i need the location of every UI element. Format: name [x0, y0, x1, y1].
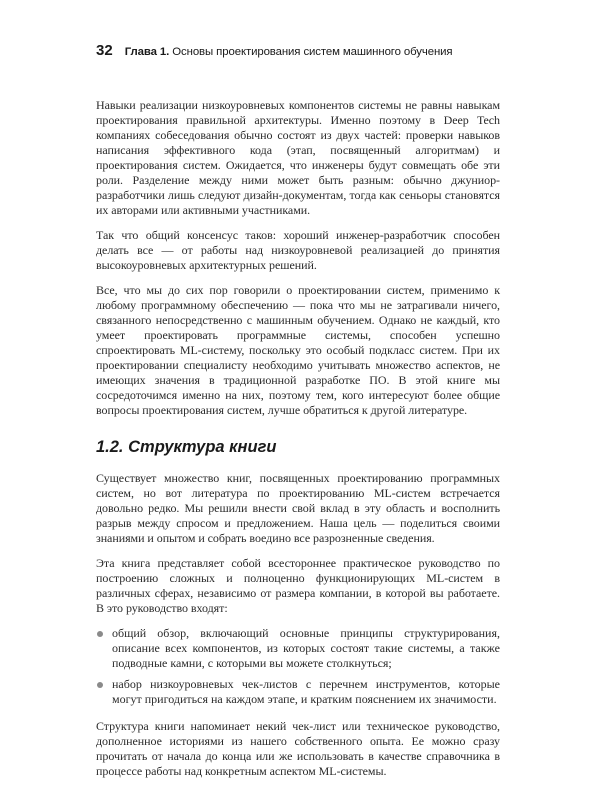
chapter-name: Основы проектирования систем машинного обучения: [172, 46, 453, 58]
bullet-dot-icon: [97, 682, 103, 688]
section-heading: 1.2. Структура книги: [96, 438, 277, 456]
bullet-dot-icon: [97, 631, 103, 637]
paragraph: Так что общий консенсус таков: хороший инженер-разработчик способен делать все — от работы над низкоуровневой реализацией до принятия высокоуровневых архитектурных решений.: [96, 228, 500, 272]
bullet-text: набор низкоуровневых чек-листов с перечнем инструментов, которые могут пригодиться на каждом этапе, и кратким пояснением их значимости.: [112, 677, 500, 706]
bullet-list: [96, 626, 500, 707]
bullet-item: [96, 626, 500, 671]
page-body: [96, 98, 500, 779]
chapter-label: Глава 1.: [124, 46, 170, 58]
book-page: [96, 42, 500, 789]
paragraph: Все, что мы до сих пор говорили о проектировании систем, применимо к любому программному обеспечению — пока что мы не затрагивали ничего, связанного непосредственно с машинным обучением. Однако не каждый, кто умеет проектировать программные системы, способен успешно спроектировать ML-систему, поскольку это особый подкласс систем. При их проектировании специалисту необходимо учитывать множество аспектов, не имеющих значения в традиционной разработке ПО. В этой книге мы сосредоточимся именно на них, поэтому тем, кого интересуют более общие вопросы проектирования систем, лучше обратиться к другой литературе.: [96, 283, 500, 417]
paragraph: Структура книги напоминает некий чек-лист или техническое руководство, дополненное историями из нашего собственного опыта. Ее можно сразу прочитать от начала до конца или же использовать в качестве справочника в процессе работы над конкретным аспектом ML-системы.: [96, 719, 500, 778]
page-number: 32: [96, 42, 113, 59]
bullet-item: [96, 677, 500, 707]
paragraph: Навыки реализации низкоуровневых компонентов системы не равны навыкам проектирования правильной архитектуры. Именно поэтому в Deep Tech компаниях собеседования обычно состоят из двух частей: проверки навыков написания эффективного кода (этап, посвященный алгоритмам) и проектирования систем. Ожидается, что инженеры будут совмещать обе эти роли. Разделение между ними может быть разным: обычно джуниор-разработчики лишь следуют дизайн-документам, тогда как сеньоры становятся их авторами или активными участниками.: [96, 98, 500, 217]
chapter-title: [125, 46, 453, 58]
running-header: [96, 42, 500, 64]
bullet-text: общий обзор, включающий основные принципы структурирования, описание всех компонентов, из которых состоят такие системы, а также подводные камни, с которыми вы можете столкнуться;: [112, 626, 500, 670]
paragraph: Эта книга представляет собой всестороннее практическое руководство по построению сложных и полноценно функционирующих ML-систем в различных сферах, независимо от размера компании, в которой вы работаете. В это руководство входят:: [96, 556, 500, 615]
paragraph: Существует множество книг, посвященных проектированию программных систем, но вот литература по проектированию ML-систем встречается довольно редко. Мы решили внести свой вклад в эту область и восполнить разрыв между спросом и предложением. Наша цель — поделиться своими знаниями и опытом и собрать воедино все разрозненные сведения.: [96, 471, 500, 545]
